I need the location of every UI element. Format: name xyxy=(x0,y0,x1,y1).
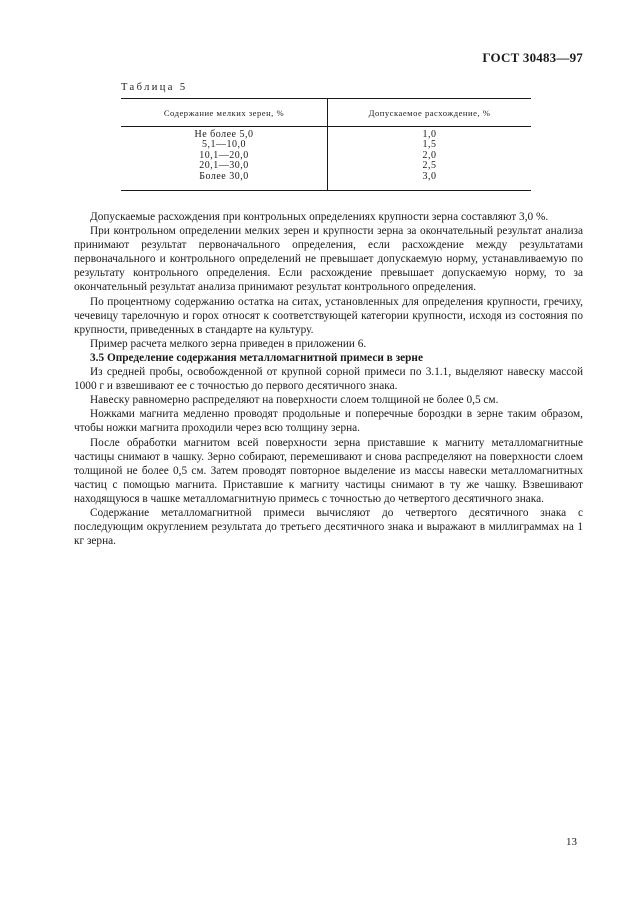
page-number: 13 xyxy=(566,836,577,848)
table-column-content xyxy=(121,130,327,182)
table-header-content: Содержание мелких зерен, % xyxy=(163,108,285,118)
paragraph: Из средней пробы, освобожденной от крупной сорной примеси по 3.1.1, выделяют навеску массой 1000 г и взвешивают ее с точностью до первого десятичного знака. xyxy=(74,366,583,393)
table-cell-content: Не более 5,0 xyxy=(194,129,254,140)
table-cell-content: 20,1—30,0 xyxy=(199,160,249,172)
table-cell-tolerance: 1,5 xyxy=(422,139,437,151)
document-body xyxy=(74,210,583,548)
paragraph: По процентному содержанию остатка на ситах, установленных для определения крупности, гречиху, чечевицу тарелочную и горох относят к соответствующей категории крупности, исходя из состояния по крупности, приведенных в стандарте на культуру. xyxy=(74,295,583,336)
standard-code-header: ГОСТ 30483—97 xyxy=(482,50,583,65)
paragraph: Содержание металломагнитной примеси вычисляют до четвертого десятичного знака с последующим округлением результата до третьего десятичного знака и выражают в миллиграммах на 1 кг зерна. xyxy=(74,506,583,548)
table-cell-content: Более 30,0 xyxy=(199,170,249,182)
paragraph: Допускаемые расхождения при контрольных определениях крупности зерна составляют 3,0 %. xyxy=(90,211,549,223)
data-table xyxy=(121,98,531,191)
table-cell-tolerance: 3,0 xyxy=(422,170,437,182)
table-header-divider xyxy=(121,126,531,127)
table-cell-tolerance: 1,0 xyxy=(422,129,437,140)
table-cell-content: 5,1—10,0 xyxy=(202,139,246,151)
table-header-tolerance: Допускаемое расхождение, % xyxy=(368,108,491,118)
table-caption: Таблица 5 xyxy=(121,82,188,93)
section-heading: 3.5 Определение содержания металломагнитной примеси в зерне xyxy=(90,351,423,364)
table-column-tolerance xyxy=(328,130,531,182)
paragraph: Ножками магнита медленно проводят продольные и поперечные бороздки в зерне таким образом, чтобы ножки магнита проходили через всю толщину зерна. xyxy=(74,408,583,435)
table-cell-tolerance: 2,0 xyxy=(422,149,437,161)
paragraph: При контрольном определении мелких зерен и крупности зерна за окончательный результат анализа принимают результат первоначального определения, если расхождение между результатами первоначального и контрольного определений не превышает допускаемую норму, устанавливаемую по результату контрольного определения. Если расхождение превышает допускаемую норму, то за окончательный результат анализа принимают результат контрольного определения. xyxy=(74,225,583,294)
paragraph: Пример расчета мелкого зерна приведен в приложении 6. xyxy=(90,337,367,350)
table-cell-tolerance: 2,5 xyxy=(422,160,437,172)
table-cell-content: 10,1—20,0 xyxy=(199,149,249,161)
paragraph: После обработки магнитом всей поверхности зерна приставшие к магниту металломагнитные частицы снимают в чашку. Зерно собирают, перемешивают и снова распределяют на поверхности слоем толщиной не более 0,5 см. Затем проводят повторное выделение из массы навески металломагнитных частиц с помощью магнита. Приставшие к магниту частицы снимают в ту же чашку. Взвешивают находящуюся в чашке металломагнитную примесь с точностью до четвертого десятичного знака. xyxy=(74,436,583,505)
paragraph: Навеску равномерно распределяют на поверхности слоем толщиной не более 0,5 см. xyxy=(90,394,499,407)
